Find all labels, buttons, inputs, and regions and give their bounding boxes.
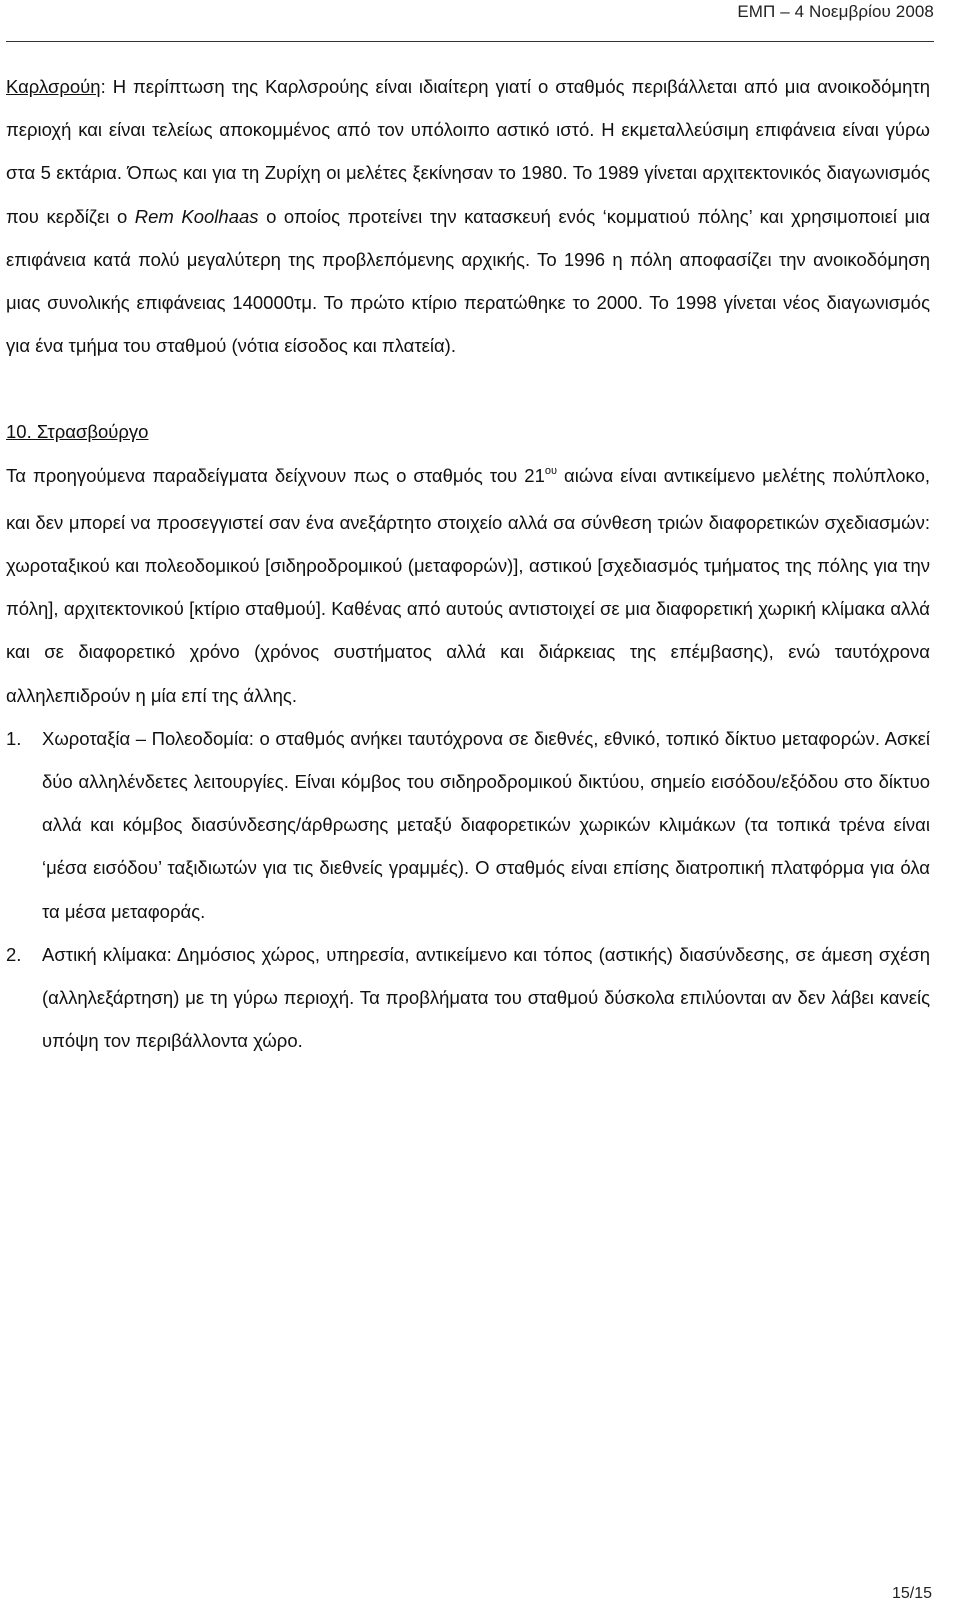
list-item-1 <box>6 717 930 933</box>
page-number: 15/15 <box>891 1585 932 1602</box>
century-superscript: ου <box>544 464 557 477</box>
paragraph-gap <box>6 367 930 410</box>
karlsruhe-text-part1: : Η περίπτωση της Καρλσρούης είναι ιδιαίτερη γιατί ο σταθμός περιβάλλεται από μια ανοικοδόμητη περιοχή και είναι τελείως αποκομμένος από τον υπόλοιπο αστικό ιστό. Η εκμεταλλεύσιμη επιφάνεια είναι γύρω στα 5 εκτάρια. Όπως και για τη Ζυρίχη οι μελέτες ξεκίνησαν το 1980. Το 1989 γίνεται αρχιτεκτονικός διαγωνισμός που κερδίζει ο <box>6 76 930 227</box>
list-item-2 <box>6 933 930 1063</box>
page-header: ΕΜΠ – 4 Νοεμβρίου 2008 <box>737 2 934 21</box>
section-intro <box>6 454 930 717</box>
document-body <box>6 65 930 1062</box>
section-heading: 10. Στρασβούργο <box>6 421 149 443</box>
list-item-1-number: 1. <box>6 727 22 749</box>
list-item-2-text: Αστική κλίμακα: Δημόσιος χώρος, υπηρεσία, αντικείμενο και τόπος (αστικής) διασύνδεσης, σε άμεση σχέση (αλληλεξάρτηση) με τη γύρω περιοχή. Τα προβλήματα του σταθμού δύσκολα επιλύονται αν δεν λάβει κανείς υπόψη τον περιβάλλοντα χώρο. <box>42 943 930 1052</box>
header-rule <box>6 41 934 42</box>
paragraph-karlsruhe <box>6 65 930 367</box>
city-name-karlsruhe: Καρλσρούη <box>6 76 101 97</box>
list-item-2-number: 2. <box>6 943 22 965</box>
architect-name: Rem Koolhaas <box>134 205 259 227</box>
intro-text-part2: αιώνα είναι αντικείμενο μελέτης πολύπλοκο, και δεν μπορεί να προσεγγιστεί σαν ένα ανεξάρτητο στοιχείο αλλά σα σύνθεση τριών διαφορετικών σχεδιασμών: χωροταξικού και πολεοδομικού [σιδηροδρομικού (μεταφορών)], αστικού [σχεδιασμός τμήματος της πόλης για την πόλη], αρχιτεκτονικού [κτίριο σταθμού]. Καθένας από αυτούς αντιστοιχεί σε μια διαφορετική χωρική κλίμακα αλλά και σε διαφορετικό χρόνο (χρόνος συστήματος αλλά και διάρκειας της επέμβασης), ενώ ταυτόχρονα αλληλεπιδρούν η μία επί της άλλης. <box>6 464 930 706</box>
karlsruhe-text-part2: ο οποίος προτείνει την κατασκευή ενός ‘κομματιού πόλης’ και χρησιμοποιεί μια επιφάνεια κατά πολύ μεγαλύτερη της προβλεπόμενης αρχικής. Το 1996 η πόλη αποφασίζει την ανοικοδόμηση μιας συνολικής επιφάνειας 140000τμ. Το πρώτο κτίριο περατώθηκε το 2000. Το 1998 γίνεται νέος διαγωνισμός για ένα τμήμα του σταθμού (νότια είσοδος και πλατεία). <box>6 205 930 357</box>
list-item-1-text: Χωροταξία – Πολεοδομία: ο σταθμός ανήκει ταυτόχρονα σε διεθνές, εθνικό, τοπικό δίκτυο μεταφορών. Ασκεί δύο αλληλένδετες λειτουργίες. Είναι κόμβος του σιδηροδρομικού δικτύου, σημείο εισόδου/εξόδου στο δίκτυο αλλά και κόμβος διασύνδεσης/άρθρωσης μεταξύ διαφορετικών χωρικών κλιμάκων (τα τοπικά τρένα είναι ‘μέσα εισόδου’ ταξιδιωτών για τις διεθνείς γραμμές). Ο σταθμός είναι επίσης διατροπική πλατφόρμα για όλα τα μέσα μεταφοράς. <box>42 727 930 922</box>
intro-text-part1: Τα προηγούμενα παραδείγματα δείχνουν πως ο σταθμός του 21 <box>6 464 545 486</box>
